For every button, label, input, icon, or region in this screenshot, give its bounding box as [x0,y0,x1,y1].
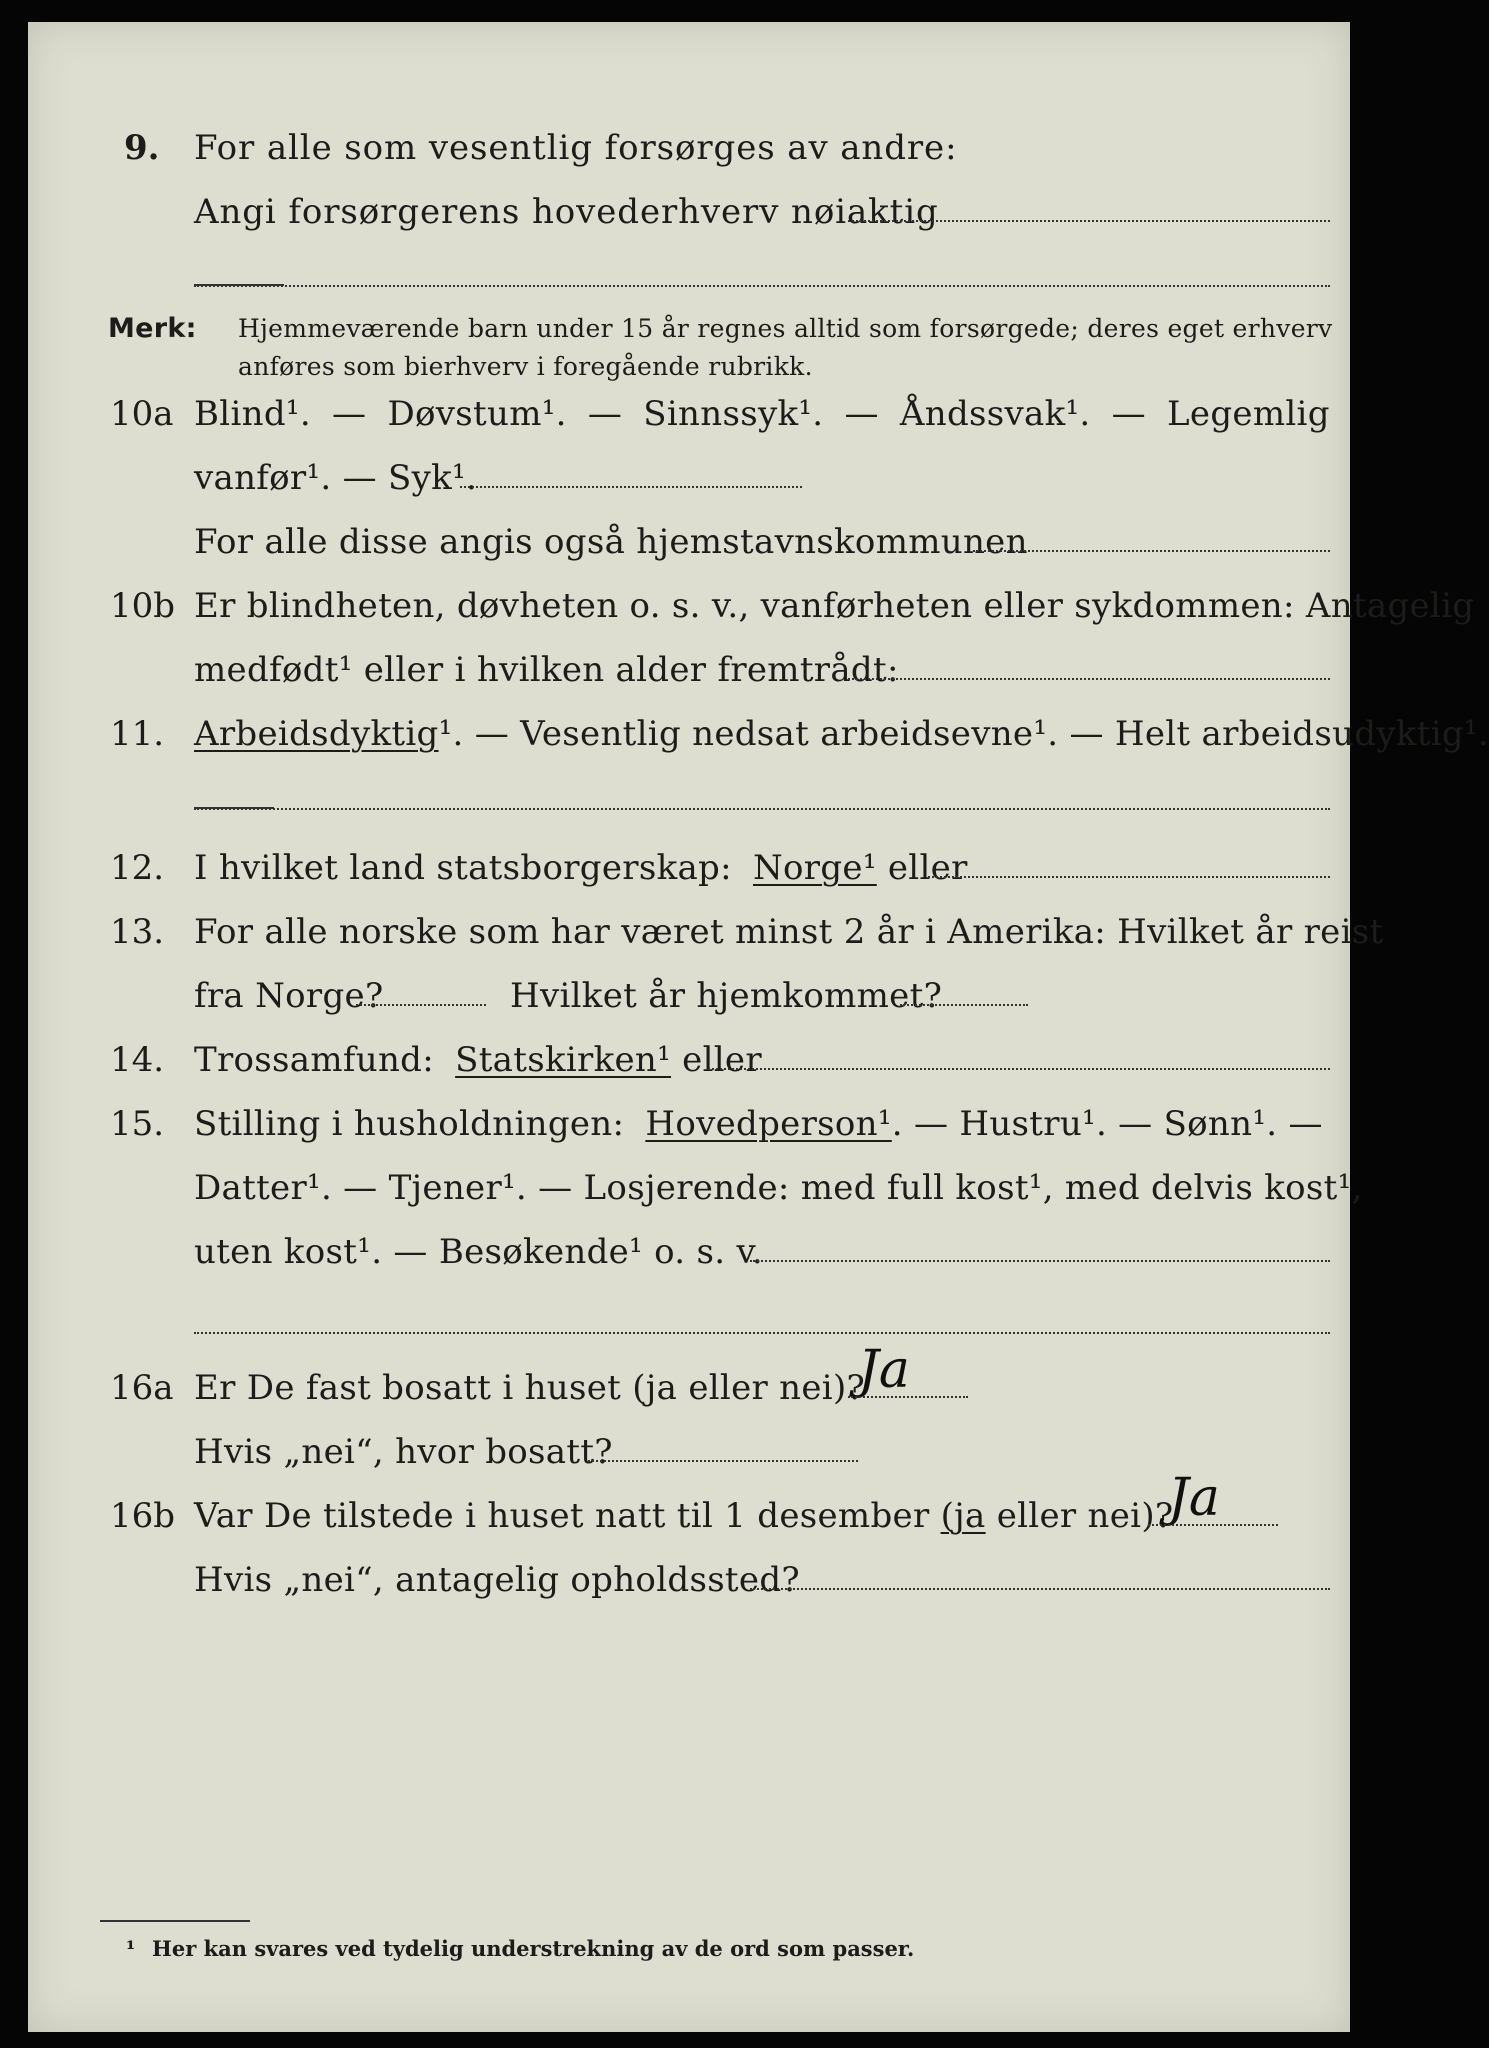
q16a-line2: Hvis „nei“, hvor bosatt? [194,1432,613,1472]
q11-line [194,714,1489,754]
q12-text: I hvilket land statsborgerskap: [194,848,732,888]
q13-line1: For alle norske som har været minst 2 år i Amerika: Hvilket år reist [194,912,1384,952]
q15-line3: uten kost¹. — Besøkende¹ o. s. v. [194,1232,764,1272]
q10a-line3: For alle disse angis også hjemstavnskommunen [194,522,1028,562]
q15-line1 [194,1104,1323,1144]
q10a-kommune-answer-line[interactable] [973,550,1330,552]
q11-arbeidsdyktig-underlined: Arbeidsdyktig [194,714,439,754]
q10b-answer-line[interactable] [848,678,1330,680]
q16b-opholdssted-answer-line[interactable] [750,1588,1330,1590]
q16a-handwritten-answer: Ja [858,1340,910,1400]
merk-line2: anføres som bierhverv i foregående rubrikk. [238,352,813,381]
q10b-line2: medfødt¹ eller i hvilken alder fremtrådt: [194,650,899,690]
q12-tail: eller [887,848,968,888]
q14-statskirken-underlined: Statskirken¹ [455,1040,672,1080]
merk-label: Merk: [108,313,197,344]
merk-line1: Hjemmeværende barn under 15 år regnes alltid som forsørgede; deres eget erhverv [238,314,1333,343]
q16a-line1: Er De fast bosatt i huset (ja eller nei)? [194,1368,866,1408]
q10b-line1: Er blindheten, døvheten o. s. v., vanførheten eller sykdommen: Antagelig [194,586,1475,626]
q14-line [194,1040,762,1080]
q13-line2b: Hvilket år hjemkommet? [510,976,943,1016]
q14-text: Trossamfund: [194,1040,435,1080]
q15-number: 15. [110,1104,165,1144]
footnote-rule [100,1920,250,1922]
q12-line [194,848,968,888]
q11-number: 11. [110,714,165,754]
footnote-mark: ¹ [126,1936,136,1961]
q13-hjemkommet-answer-line[interactable] [900,1004,1028,1006]
q16b-line1 [194,1496,1173,1536]
q16a-answer-line[interactable] [848,1396,968,1398]
q10a-line1: Blind¹. — Døvstum¹. — Sinnssyk¹. — Åndssvak¹. — Legemlig [194,394,1330,434]
q13-line2a: fra Norge? [194,976,384,1016]
q9-answer-line-2[interactable] [194,285,1330,287]
q16a-number: 16a [110,1368,174,1408]
q10a-syk-answer-line[interactable] [460,486,802,488]
q11-separator [194,807,274,809]
q9-line2: Angi forsørgerens hovederhverv nøiaktig [194,192,939,232]
q16b-line1c: eller nei)? [996,1496,1174,1536]
separator-short [194,284,284,286]
q16b-ja-underlined: (ja [940,1496,986,1536]
q9-number: 9. [124,128,160,168]
q12-answer-line[interactable] [928,876,1330,878]
q16b-line1a: Var De tilstede i huset natt til 1 desember [194,1496,930,1536]
q12-norge-underlined: Norge¹ [752,848,877,888]
q14-answer-line[interactable] [708,1068,1330,1070]
q16b-number: 16b [110,1496,176,1536]
q11-answer-line[interactable] [194,808,1330,810]
q16b-handwritten-answer: Ja [1168,1468,1220,1528]
q14-tail: eller [682,1040,762,1080]
q15-line2: Datter¹. — Tjener¹. — Losjerende: med full kost¹, med delvis kost¹, [194,1168,1363,1208]
q15-answer-line[interactable] [750,1260,1330,1262]
q13-reist-answer-line[interactable] [356,1004,486,1006]
q15-hovedperson-underlined: Hovedperson¹ [645,1104,892,1144]
footnote-text: Her kan svares ved tydelig understrekning av de ord som passer. [152,1936,915,1961]
q16b-answer-line[interactable] [1148,1524,1278,1526]
q10a-number: 10a [110,394,174,434]
q15-text: Stilling i husholdningen: [194,1104,625,1144]
q14-number: 14. [110,1040,165,1080]
q10a-line2: vanfør¹. — Syk¹. [194,458,478,498]
q9-line1: For alle som vesentlig forsørges av andre: [194,128,958,168]
q16a-bosatt-answer-line[interactable] [588,1460,858,1462]
q10b-number: 10b [110,586,176,626]
census-form-page [28,22,1489,2032]
q13-number: 13. [110,912,165,952]
q15-separator-line [194,1332,1330,1334]
q16b-line2: Hvis „nei“, antagelig opholdssted? [194,1560,800,1600]
q9-answer-line[interactable] [848,220,1330,222]
q15-line1-rest: . — Hustru¹. — Sønn¹. — [891,1104,1323,1144]
q11-rest: ¹. — Vesentlig nedsat arbeidsevne¹. — Helt arbeidsudyktig¹. [438,714,1489,754]
q12-number: 12. [110,848,165,888]
